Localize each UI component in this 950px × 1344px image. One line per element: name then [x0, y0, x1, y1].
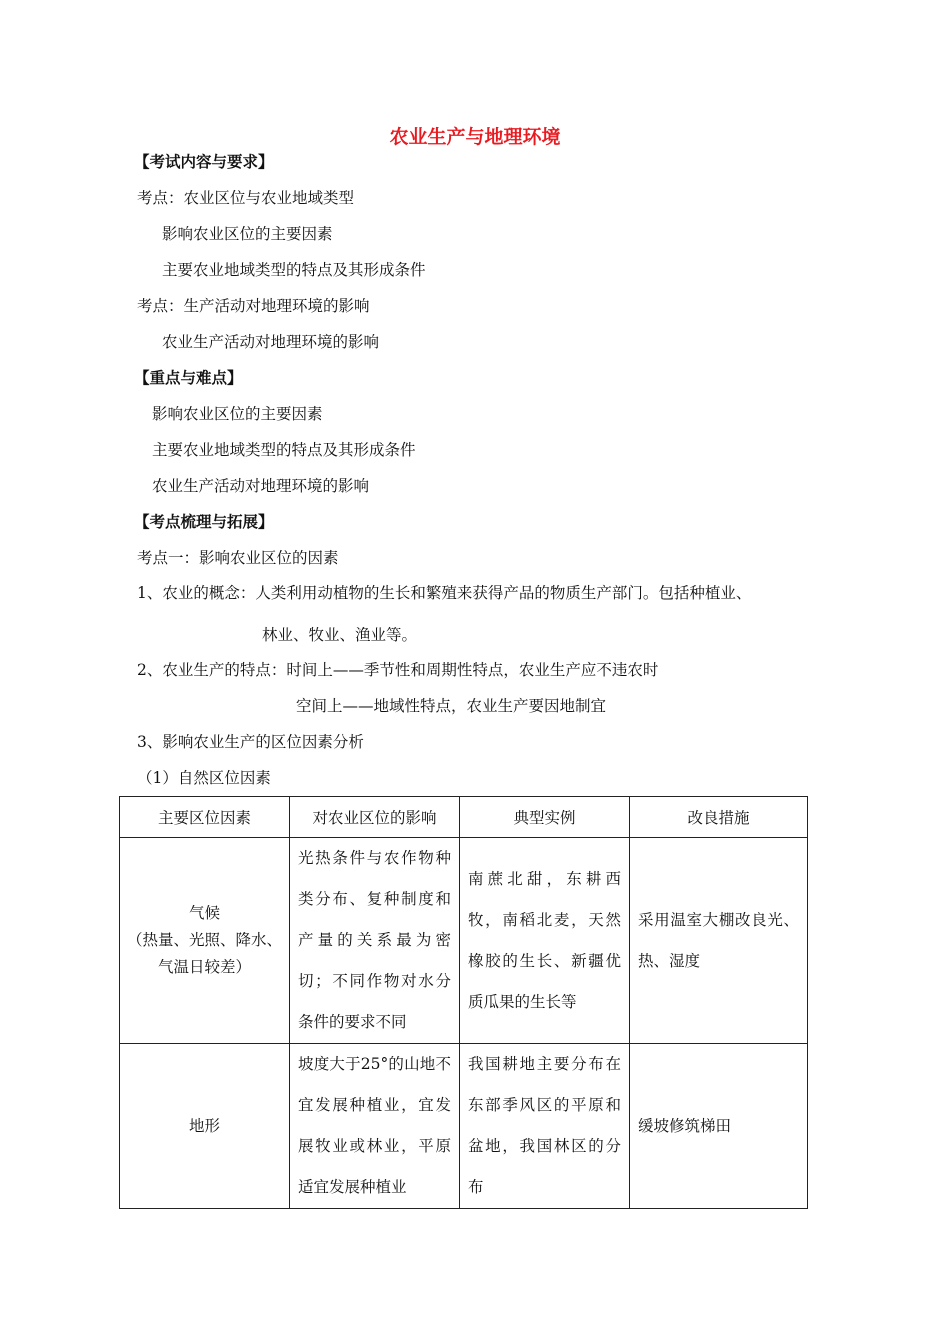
page-title: 农业生产与地理环境 — [389, 126, 561, 148]
table-header-cell: 典型实例 — [460, 797, 630, 838]
text-line: 空间上——地域性特点，农业生产要因地制宜 — [296, 697, 607, 715]
text-line: 1、农业的概念：人类利用动植物的生长和繁殖来获得产品的物质生产部门。包括种植业、 — [137, 584, 752, 602]
text-line: 主要农业地域类型的特点及其形成条件 — [162, 261, 426, 279]
table-cell-factor — [120, 838, 290, 1044]
text-line: 主要农业地域类型的特点及其形成条件 — [152, 441, 416, 459]
section-heading-key-points: 【重点与难点】 — [134, 369, 243, 387]
table-header-cell: 对农业区位的影响 — [290, 797, 460, 838]
text-line: 农业生产活动对地理环境的影响 — [162, 333, 380, 351]
table-cell-example: 我国耕地主要分布在东部季风区的平原和盆地，我国林区的分布 — [460, 1044, 630, 1209]
text-line: （1）自然区位因素 — [137, 769, 271, 787]
text-line: 林业、牧业、渔业等。 — [262, 626, 418, 644]
table-header-cell: 改良措施 — [630, 797, 808, 838]
text-line: 农业生产活动对地理环境的影响 — [152, 477, 370, 495]
text-line: 3、影响农业生产的区位因素分析 — [137, 733, 364, 751]
table-cell-influence: 坡度大于25°的山地不宜发展种植业，宜发展牧业或林业，平原适宜发展种植业 — [290, 1044, 460, 1209]
text-line: 影响农业区位的主要因素 — [152, 405, 323, 423]
section-heading-exam-content: 【考试内容与要求】 — [134, 153, 274, 171]
factor-text: 气候 （热量、光照、降水、气温日较差） — [126, 904, 282, 976]
table-row — [120, 1044, 808, 1209]
text-line: 考点：生产活动对地理环境的影响 — [137, 297, 370, 315]
section-heading-review: 【考点梳理与拓展】 — [134, 513, 274, 531]
table-cell-factor: 地形 — [120, 1044, 290, 1209]
text-line: 影响农业区位的主要因素 — [162, 225, 333, 243]
natural-factors-table — [119, 796, 808, 1209]
table-row — [120, 838, 808, 1044]
table-cell-measure: 缓坡修筑梯田 — [630, 1044, 808, 1209]
table-cell-influence: 光热条件与农作物种类分布、复种制度和产量的关系最为密切；不同作物对水分条件的要求不同 — [290, 838, 460, 1044]
table-cell-example: 南蔗北甜，东耕西牧，南稻北麦，天然橡胶的生长、新疆优质瓜果的生长等 — [460, 838, 630, 1044]
text-line: 2、农业生产的特点：时间上——季节性和周期性特点，农业生产应不违农时 — [137, 661, 659, 679]
text-line: 考点一：影响农业区位的因素 — [137, 549, 339, 567]
table-header-row — [120, 797, 808, 838]
table-header-cell: 主要区位因素 — [120, 797, 290, 838]
text-line: 考点：农业区位与农业地域类型 — [137, 189, 355, 207]
table-cell-measure: 采用温室大棚改良光、热、湿度 — [630, 838, 808, 1044]
